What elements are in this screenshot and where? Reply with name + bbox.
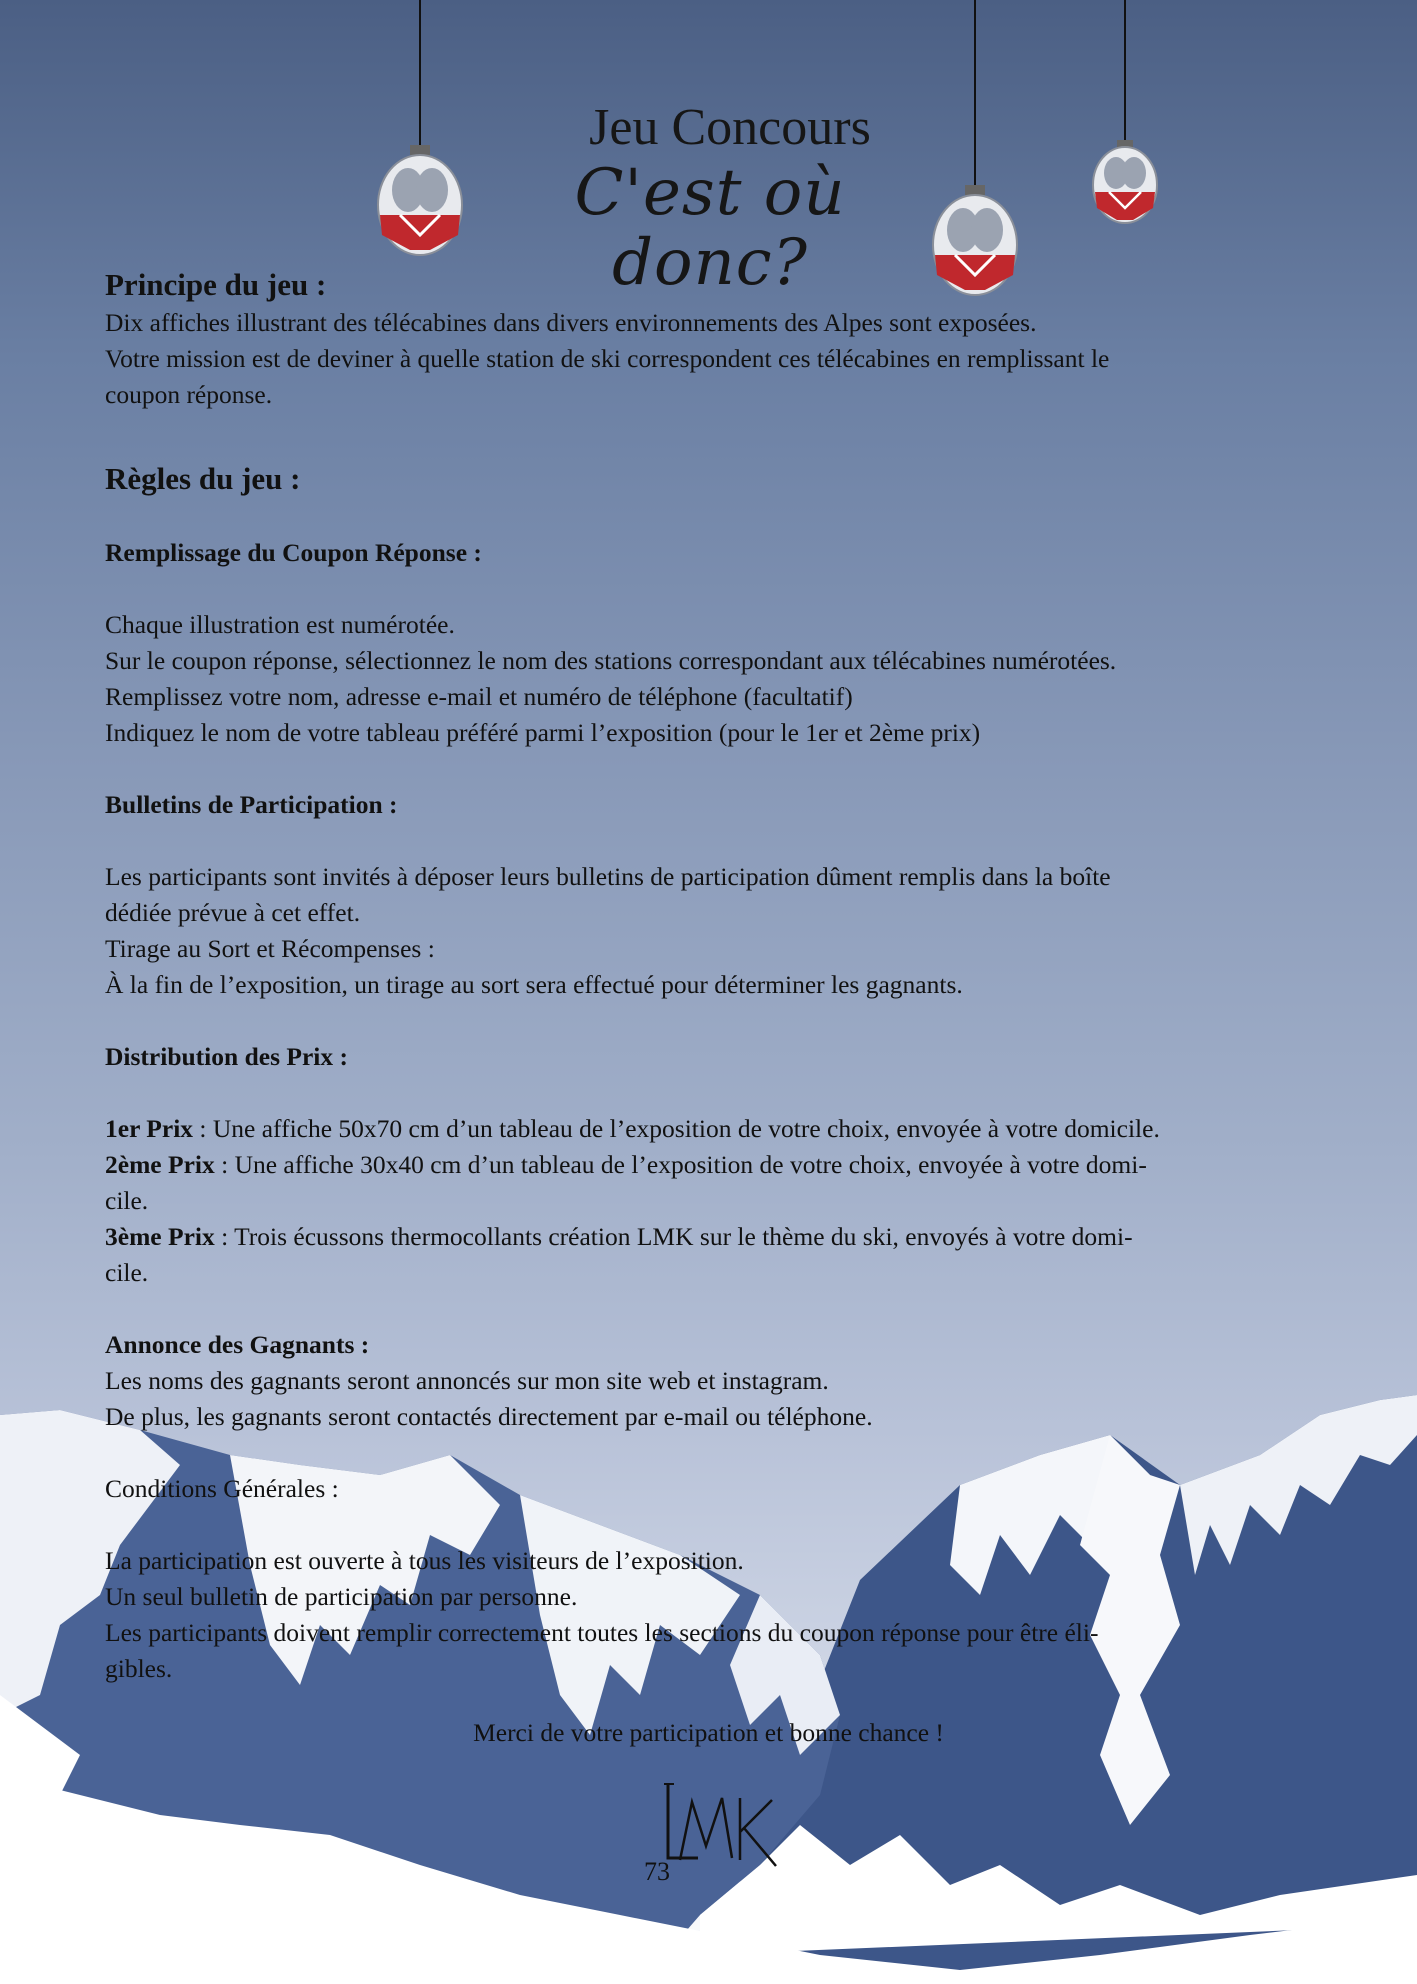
gondola-left-icon <box>370 0 470 260</box>
prix-text-cont: cile. <box>105 1258 149 1287</box>
bulletins-heading: Bulletins de Participation : <box>105 790 398 819</box>
principe-line: Dix affiches illustrant des télécabines dans divers environnements des Alpes sont exposées. <box>105 308 1037 337</box>
prix-label: 2ème Prix <box>105 1150 215 1179</box>
prix-text-cont: cile. <box>105 1186 149 1215</box>
regles-heading: Règles du jeu : <box>105 461 301 496</box>
prix-item-1 <box>105 1111 1325 1147</box>
annonce-line: Les noms des gagnants seront annoncés sur mon site web et instagram. <box>105 1366 829 1395</box>
prix-item-3 <box>105 1219 1325 1255</box>
remplissage-line: Sur le coupon réponse, sélectionnez le nom des stations correspondant aux télécabines numérotées. <box>105 646 1117 675</box>
principe-heading: Principe du jeu : <box>105 267 327 302</box>
gondola-right-icon <box>1085 0 1165 230</box>
bulletins-line: dédiée prévue à cet effet. <box>105 898 361 927</box>
prix-item-2 <box>105 1147 1325 1183</box>
remplissage-heading: Remplissage du Coupon Réponse : <box>105 538 482 567</box>
remplissage-line: Chaque illustration est numérotée. <box>105 610 455 639</box>
annonce-heading: Annonce des Gagnants : <box>105 1330 370 1359</box>
prix-text: : Une affiche 50x70 cm d’un tableau de l’exposition de votre choix, envoyée à votre domicile. <box>193 1114 1160 1143</box>
rules-content <box>105 265 1325 1687</box>
page-subtitle: C'est où donc? <box>574 156 846 300</box>
page-title: Jeu Concours <box>589 99 871 156</box>
gondola-middle-icon <box>925 0 1025 300</box>
conditions-line: gibles. <box>105 1654 173 1683</box>
prix-heading: Distribution des Prix : <box>105 1042 348 1071</box>
lmk-logo <box>640 1780 780 1890</box>
principe-line: Votre mission est de deviner à quelle station de ski correspondent ces télécabines en remplissant le <box>105 344 1110 373</box>
prix-label: 1er Prix <box>105 1114 194 1143</box>
prix-text: : Une affiche 30x40 cm d’un tableau de l’exposition de votre choix, envoyée à votre domi- <box>214 1150 1147 1179</box>
principe-line: coupon réponse. <box>105 380 273 409</box>
bulletins-line: Les participants sont invités à déposer leurs bulletins de participation dûment remplis dans la boîte <box>105 862 1111 891</box>
bulletins-line: À la fin de l’exposition, un tirage au sort sera effectué pour déterminer les gagnants. <box>105 970 963 999</box>
annonce-line: De plus, les gagnants seront contactés directement par e-mail ou téléphone. <box>105 1402 873 1431</box>
conditions-heading: Conditions Générales : <box>105 1474 339 1503</box>
conditions-line: La participation est ouverte à tous les visiteurs de l’exposition. <box>105 1546 744 1575</box>
remplissage-line: Indiquez le nom de votre tableau préféré parmi l’exposition (pour le 1er et 2ème prix) <box>105 718 981 747</box>
closing-message: Merci de votre participation et bonne chance ! <box>473 1718 944 1747</box>
bulletins-line: Tirage au Sort et Récompenses : <box>105 934 435 963</box>
conditions-line: Un seul bulletin de participation par personne. <box>105 1582 578 1611</box>
remplissage-line: Remplissez votre nom, adresse e-mail et numéro de téléphone (facultatif) <box>105 682 853 711</box>
prix-text: : Trois écussons thermocollants création LMK sur le thème du ski, envoyés à votre domi- <box>214 1222 1133 1251</box>
conditions-line: Les participants doivent remplir correctement toutes les sections du coupon réponse pour être éli- <box>105 1618 1099 1647</box>
prix-label: 3ème Prix <box>105 1222 215 1251</box>
logo-number: 73 <box>644 1857 670 1886</box>
